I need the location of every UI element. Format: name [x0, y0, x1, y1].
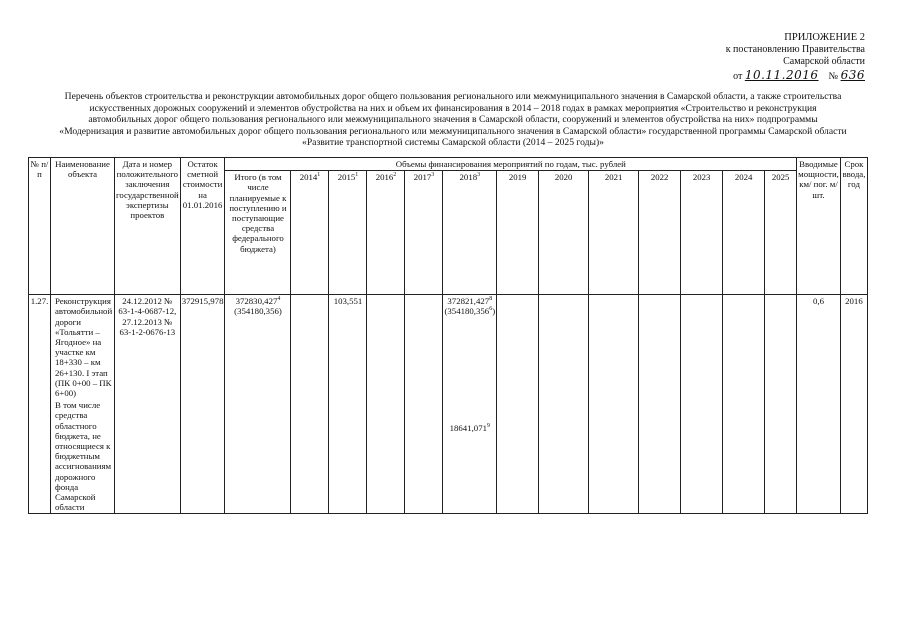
appendix-title: ПРИЛОЖЕНИЕ 2 — [784, 32, 865, 43]
date-value: 10.11.2016 — [744, 68, 819, 82]
header-year-2024: 2024 — [723, 171, 765, 295]
header-year-2019: 2019 — [497, 171, 539, 295]
appendix-block — [726, 32, 865, 83]
cell-2023 — [681, 295, 723, 514]
header-year-2015: 2015$^1$ — [329, 171, 367, 295]
object-name-incl: В том числе средства областного бюджета, не относящиеся к бюджетным ассигнованиям дорожного фонда Самарской области — [55, 400, 112, 513]
cell-2017 — [405, 295, 443, 514]
header-funding: Объемы финансирования мероприятий по годам, тыс. рублей — [225, 158, 797, 171]
cell-2018: 372821,427$^8$ (354180,356$^6$) 18641,071$^9$ — [443, 295, 497, 514]
number-value: 636 — [840, 68, 865, 82]
number-prefix: № — [828, 71, 839, 82]
header-remain: Остаток сметной стоимости на 01.01.2016 — [180, 158, 225, 295]
header-year-2023: 2023 — [681, 171, 723, 295]
total-federal: (354180,356) — [234, 306, 282, 317]
heading-line: «Модернизация и развитие автомобильных дорог общего пользования регионального или межмуниципального значения в Самарской области» государственной программы Самарской области — [59, 125, 847, 137]
cell-2022 — [639, 295, 681, 514]
cell-num: 1.27. — [29, 295, 51, 514]
header-year-2022: 2022 — [639, 171, 681, 295]
heading-line: «Развитие транспортной системы Самарской области (2014 – 2025 годы)» — [302, 137, 604, 149]
appendix-line-1: к постановлению Правительства — [725, 44, 865, 55]
header-year-2020: 2020 — [539, 171, 589, 295]
header-year-2016: 2016$^2$ — [367, 171, 405, 295]
header-year-2014: 2014$^1$ — [291, 171, 329, 295]
cell-date: 24.12.2012 № 63-1-4-0687-12, 27.12.2013 № 63-1-2-0676-13 — [115, 295, 181, 514]
y2018-value: 372821,427 — [447, 296, 490, 307]
total-value: 372830,427 — [235, 296, 278, 307]
cell-2014 — [291, 295, 329, 514]
cell-term: 2016 — [840, 295, 867, 514]
cell-2020 — [539, 295, 589, 514]
cell-2019 — [497, 295, 539, 514]
cell-remain: 372915,978 — [180, 295, 225, 514]
objects-table — [28, 157, 868, 514]
cell-capacity: 0,6 — [797, 295, 841, 514]
header-num: № п/п — [29, 158, 51, 295]
heading-line: автомобильных дорог общего пользования регионального или межмуниципального значения в Самарской области, сооружений и элементов обустройства на них» подпрограммы — [88, 114, 818, 126]
y2018-incl: 18641,071 — [449, 422, 487, 433]
table-row — [29, 295, 868, 514]
header-date: Дата и номер положительного заключения государственной экспертизы проектов — [115, 158, 181, 295]
object-name: Реконструкция автомобильной дороги «Тольятти – Ягодное» на участке км 18+330 – км 26+130. I этап (ПК 0+00 – ПК 6+00) — [55, 296, 113, 399]
header-year-2018: 2018$^3$ — [443, 171, 497, 295]
cell-2016 — [367, 295, 405, 514]
y2018-federal: (354180,356$^6$) — [444, 306, 496, 317]
appendix-line-2: Самарской области — [783, 56, 865, 67]
cell-2025 — [765, 295, 797, 514]
cell-total: 372830,427$^4$ (354180,356) — [225, 295, 291, 514]
header-year-2021: 2021 — [589, 171, 639, 295]
header-year-2025: 2025 — [765, 171, 797, 295]
header-total: Итого (в том числе планируемые к поступлению и поступающие средства федерального бюджета) — [225, 171, 291, 295]
date-prefix: от — [733, 71, 743, 82]
header-capacity: Вводимые мощности, км/ пог. м/шт. — [797, 158, 841, 295]
heading-line: искусственных дорожных сооружений и элементов обустройства на них и объем их финансирования в 2014 – 2018 годах в рамках мероприятия «Строительство и реконструкция — [89, 102, 817, 114]
appendix-date-line — [726, 69, 865, 83]
header-name: Наименование объекта — [51, 158, 115, 295]
cell-2021 — [589, 295, 639, 514]
heading-line: Перечень объектов строительства и реконструкции автомобильных дорог общего пользования регионального или межмуниципального значения в Самарской области, а также строительства — [64, 91, 842, 102]
cell-2015: 103,551 — [329, 295, 367, 514]
header-year-2017: 2017$^3$ — [405, 171, 443, 295]
header-term: Срок ввода, год — [840, 158, 867, 295]
document-heading — [28, 91, 878, 149]
cell-name — [51, 295, 115, 514]
cell-2024 — [723, 295, 765, 514]
